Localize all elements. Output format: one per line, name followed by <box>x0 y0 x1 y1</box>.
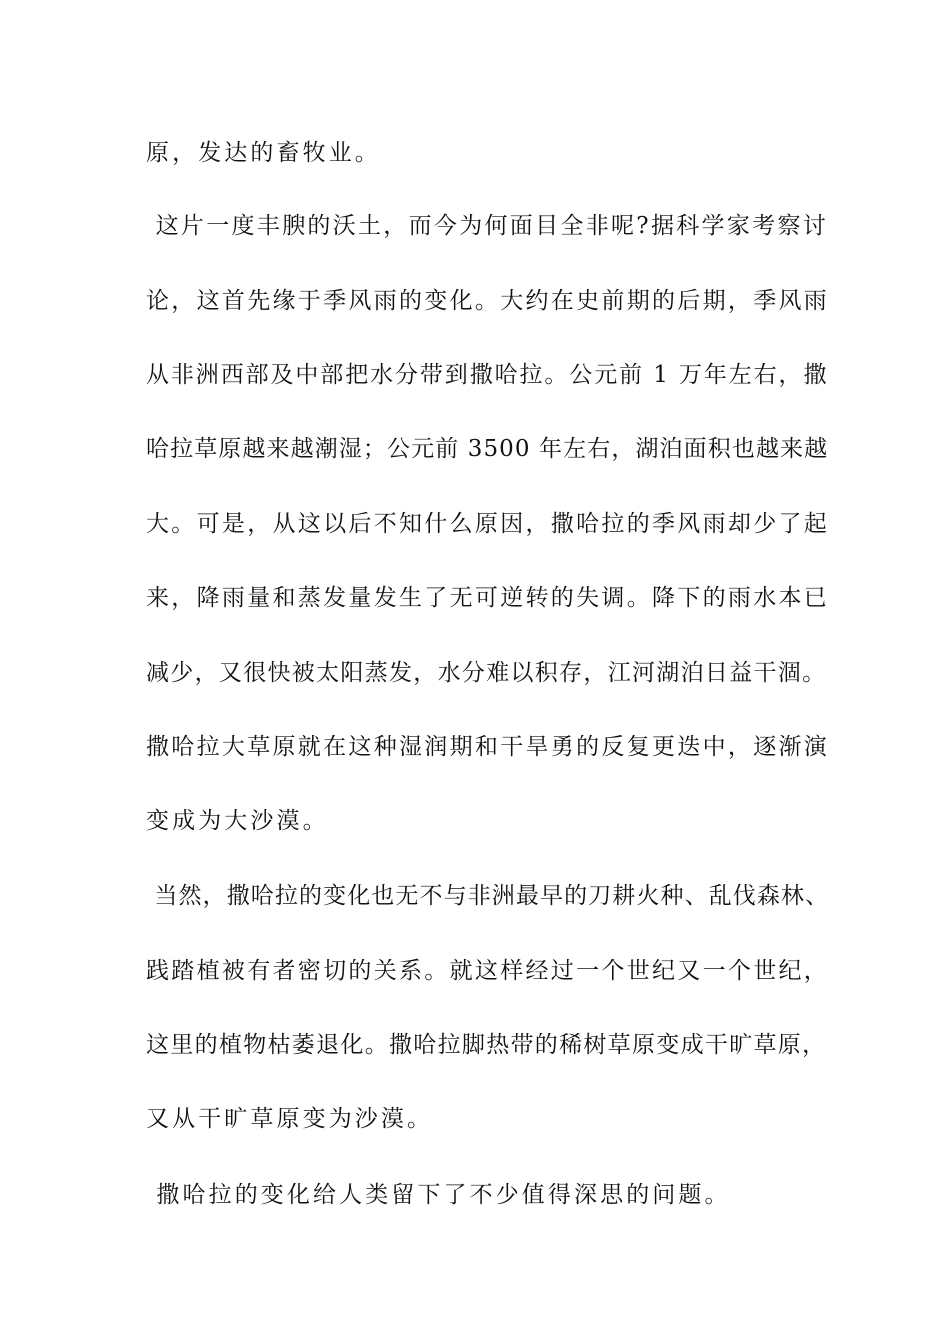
text-line: 论，这首先缘于季风雨的变化。大约在史前期的后期，季风雨 <box>146 288 830 314</box>
text-line: 哈拉草原越来越潮湿；公元前 3500 年左右，湖泊面积也越来越 <box>146 436 829 462</box>
text-line: 撒哈拉的变化给人类留下了不少值得深思的问题。 <box>146 1182 731 1208</box>
text-line: 从非洲西部及中部把水分带到撒哈拉。公元前 1 万年左右，撒 <box>146 362 829 388</box>
text-line: 践踏植被有者密切的关系。就这样经过一个世纪又一个世纪， <box>146 958 830 984</box>
text-line: 大。可是，从这以后不知什么原因，撒哈拉的季风雨却少了起 <box>146 511 830 537</box>
text-line: 这片一度丰腴的沃土，而今为何面目全非呢?据科学家考察讨 <box>146 213 829 239</box>
text-line: 变成为大沙漠。 <box>146 808 329 834</box>
text-line: 又从干旷草原变为沙漠。 <box>146 1106 434 1132</box>
text-line: 原，发达的畜牧业。 <box>146 140 381 166</box>
text-line: 当然，撒哈拉的变化也无不与非洲最早的刀耕火种、乱伐森林、 <box>146 883 830 909</box>
text-line: 撒哈拉大草原就在这种湿润期和干旱勇的反复更迭中，逐渐演 <box>146 734 830 760</box>
text-line: 来，降雨量和蒸发量发生了无可逆转的失调。降下的雨水本已 <box>146 585 830 611</box>
text-line: 这里的植物枯萎退化。撒哈拉脚热带的稀树草原变成干旷草原， <box>146 1032 827 1058</box>
text-line: 减少，又很快被太阳蒸发，水分难以积存，江河湖泊日益干涸。 <box>146 660 827 686</box>
